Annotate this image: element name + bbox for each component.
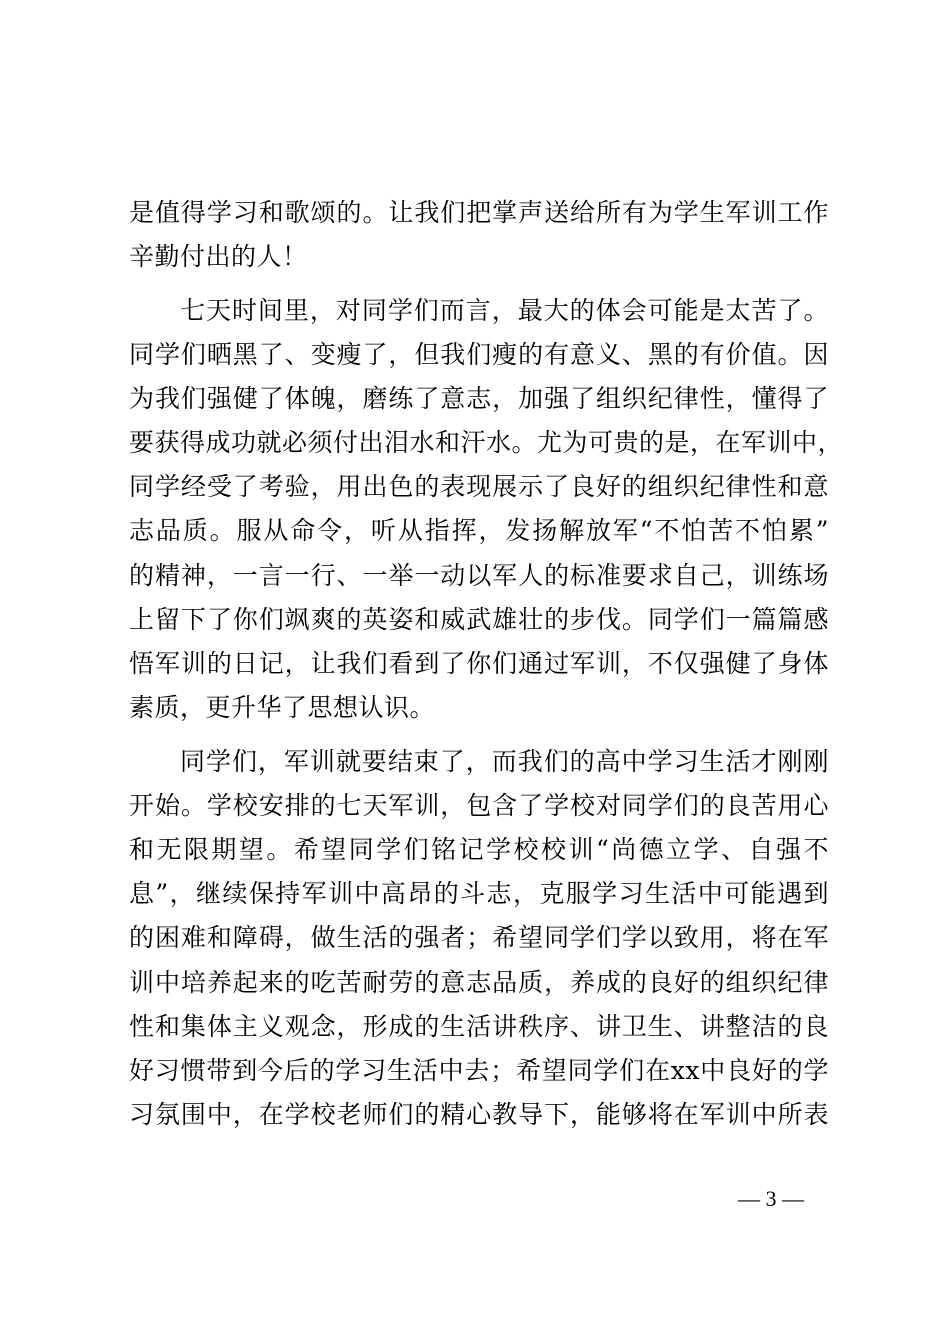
text-line: 悟军训的日记，让我们看到了你们通过军训，不仅强健了身体 [129, 649, 829, 678]
text-line: 开始。学校安排的七天军训，包含了学校对同学们的良苦用心 [129, 791, 829, 820]
text-line: 和无限期望。希望同学们铭记学校校训“尚德立学、自强不 [129, 835, 829, 864]
text-line: 上留下了你们飒爽的英姿和威武雄壮的步伐。同学们一篇篇感 [129, 605, 829, 634]
text-line: 息”，继续保持军训中高昂的斗志，克服学习生活中可能遇到 [129, 879, 829, 908]
text-line: 要获得成功就必须付出泪水和汗水。尤为可贵的是，在军训中， [129, 428, 844, 457]
page-number: — 3 — [738, 1186, 804, 1211]
text-line: 同学经受了考验，用出色的表现展示了良好的组织纪律性和意 [129, 472, 829, 501]
text-line: 习氛围中，在学校老师们的精心教导下，能够将在军训中所表 [129, 1100, 829, 1129]
text-line: 志品质。服从命令，听从指挥，发扬解放军“不怕苦不怕累” [129, 516, 829, 545]
text-line: 为我们强健了体魄，磨练了意志，加强了组织纪律性，懂得了 [129, 384, 829, 413]
text-line: 的精神，一言一行、一举一动以军人的标准要求自己，训练场 [129, 561, 829, 590]
text-line: 同学们晒黑了、变瘦了，但我们瘦的有意义、黑的有价值。因 [129, 340, 829, 369]
text-line: 七天时间里，对同学们而言，最大的体会可能是太苦了。 [180, 296, 829, 325]
text-line: 的困难和障碍，做生活的强者；希望同学们学以致用，将在军 [129, 923, 829, 952]
text-line: 辛勤付出的人！ [129, 242, 308, 271]
text-line: 是值得学习和歌颂的。让我们把掌声送给所有为学生军训工作 [129, 198, 829, 227]
text-line: 训中培养起来的吃苦耐劳的意志品质，养成的良好的组织纪律 [129, 968, 829, 997]
text-line: 素质，更升华了思想认识。 [129, 693, 436, 722]
text-line: 同学们，军训就要结束了，而我们的高中学习生活才刚刚 [180, 747, 829, 776]
text-line: 好习惯带到今后的学习生活中去；希望同学们在xx中良好的学 [129, 1056, 829, 1085]
text-line: 性和集体主义观念，形成的生活讲秩序、讲卫生、讲整洁的良 [129, 1012, 829, 1041]
